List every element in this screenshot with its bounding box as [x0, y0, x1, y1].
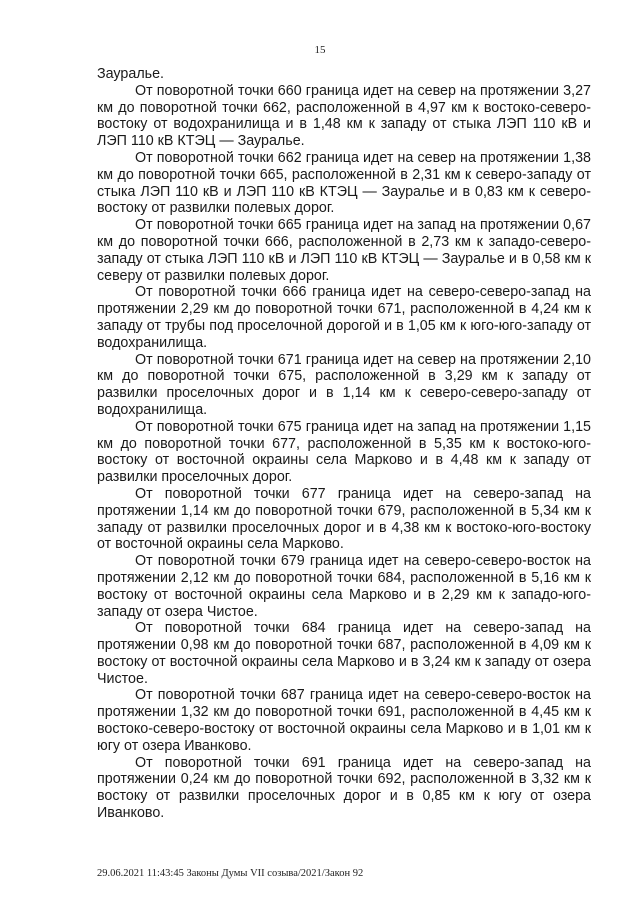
paragraph: От поворотной точки 679 граница идет на северо-северо-восток на протяжении 2,12 км до поворотной точки 684, расположенной в 5,16 км к востоку от восточной окраины села Марково и в 2,29 км к западо-юго-западу от озера Чистое.: [97, 553, 591, 620]
paragraph: От поворотной точки 665 граница идет на запад на протяжении 0,67 км до поворотной точки 666, расположенной в 2,73 км к западо-северо-западу от стыка ЛЭП 110 кВ и ЛЭП 110 кВ КТЭЦ — Зауралье и в 0,58 км к северу от развилки полевых дорог.: [97, 217, 591, 284]
paragraph: От поворотной точки 666 граница идет на северо-северо-запад на протяжении 2,29 км до поворотной точки 671, расположенной в 4,24 км к западу от трубы под проселочной дорогой и в 1,05 км к юго-юго-западу от водохранилища.: [97, 284, 591, 351]
paragraph: От поворотной точки 662 граница идет на север на протяжении 1,38 км до поворотной точки 665, расположенной в 2,31 км к северо-западу от стыка ЛЭП 110 кВ и ЛЭП 110 кВ КТЭЦ — Зауралье и в 0,83 км к северо-востоку от развилки полевых дорог.: [97, 149, 591, 217]
document-body: [97, 66, 591, 822]
page-number: 15: [314, 44, 326, 56]
document-footer: 29.06.2021 11:43:45 Законы Думы VII созыва/2021/Закон 92: [97, 868, 364, 879]
paragraph: Зауралье.: [97, 66, 165, 82]
paragraph: От поворотной точки 671 граница идет на север на протяжении 2,10 км до поворотной точки 675, расположенной в 3,29 км к западу от развилки проселочных дорог и в 1,14 км к северо-северо-западу от водохранилища.: [97, 351, 591, 418]
paragraph: От поворотной точки 660 граница идет на север на протяжении 3,27 км до поворотной точки 662, расположенной в 4,97 км к востоко-северо-востоку от водохранилища и в 1,48 км к западу от стыка ЛЭП 110 кВ и ЛЭП 110 кВ КТЭЦ — Зауралье.: [97, 82, 591, 150]
paragraph: От поворотной точки 675 граница идет на запад на протяжении 1,15 км до поворотной точки 677, расположенной в 5,35 км к востоко-юго-востоку от восточной окраины села Марково и в 4,48 км к западу от развилки проселочных дорог.: [97, 418, 591, 486]
paragraph: От поворотной точки 691 граница идет на северо-запад на протяжении 0,24 км до поворотной точки 692, расположенной в 3,32 км к востоку от развилки проселочных дорог и в 0,85 км к югу от озера Иванково.: [97, 754, 591, 822]
paragraph: От поворотной точки 687 граница идет на северо-северо-восток на протяжении 1,32 км до поворотной точки 691, расположенной в 4,45 км к востоко-северо-востоку от восточной окраины села Марково и в 1,01 км к югу от озера Иванково.: [97, 687, 591, 754]
paragraph: От поворотной точки 684 граница идет на северо-запад на протяжении 0,98 км до поворотной точки 687, расположенной в 4,09 км к востоку от восточной окраины села Марково и в 3,24 км к западу от озера Чистое.: [97, 620, 591, 687]
paragraph: От поворотной точки 677 граница идет на северо-запад на протяжении 1,14 км до поворотной точки 679, расположенной в 5,34 км к западу от развилки проселочных дорог и в 4,38 км к востоко-юго-востоку от восточной окраины села Марково.: [97, 485, 591, 553]
